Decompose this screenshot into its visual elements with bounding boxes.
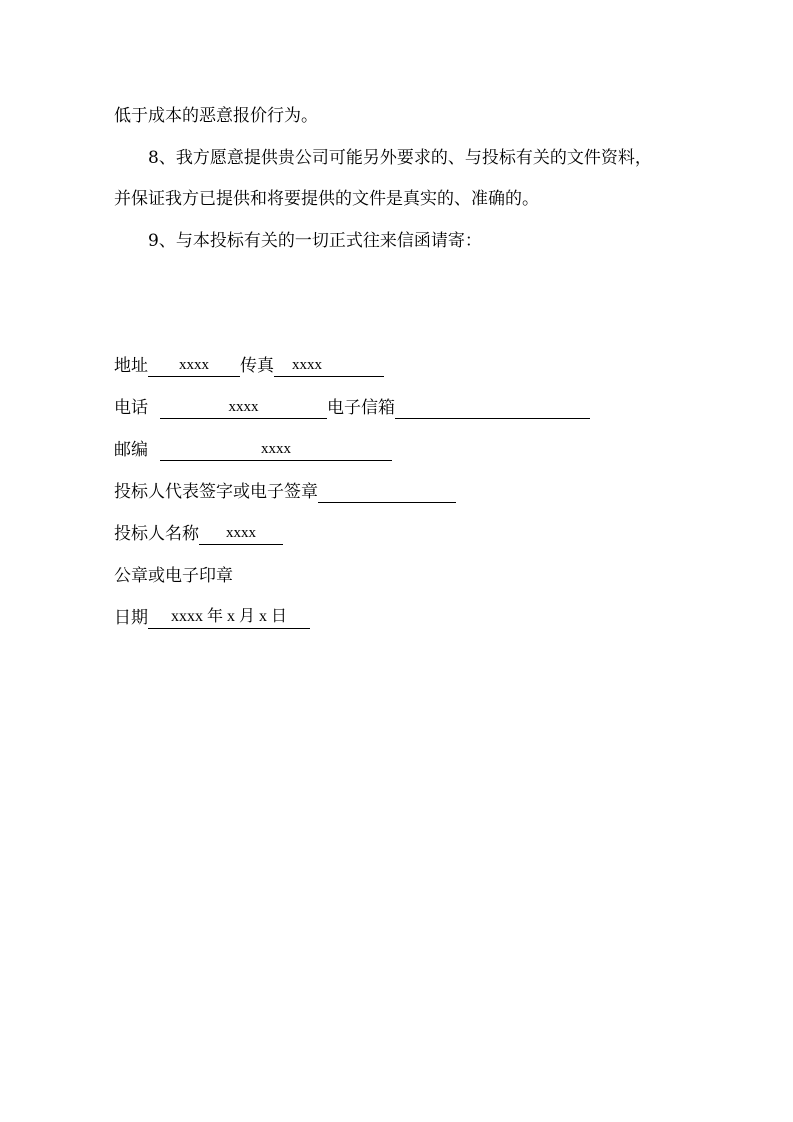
address-label: 地址 (114, 356, 148, 376)
item-8-text-1: 8、我方愿意提供贵公司可能另外要求的、与投标有关的文件资料， (148, 148, 652, 168)
item-8-line-1 (148, 146, 652, 170)
fax-field[interactable] (274, 354, 384, 377)
email-field[interactable] (395, 396, 590, 419)
fax-value: xxxx (292, 357, 322, 373)
postcode-row (114, 438, 392, 462)
bidder-name-field[interactable] (199, 522, 283, 545)
date-label: 日期 (114, 608, 148, 628)
bidder-name-value: xxxx (226, 525, 256, 541)
date-value: xxxx 年 x 月 x 日 (170, 608, 287, 625)
bidder-name-label: 投标人名称 (114, 524, 199, 544)
postcode-label: 邮编 (114, 440, 148, 460)
seal-label: 公章或电子印章 (114, 566, 233, 586)
seal-row (114, 564, 233, 588)
fax-label: 传真 (240, 356, 274, 376)
item-8-line-2 (114, 187, 539, 211)
signature-field[interactable] (318, 480, 456, 503)
date-field[interactable] (148, 606, 310, 629)
paragraph-line-1 (114, 104, 318, 128)
phone-field[interactable] (160, 396, 327, 419)
phone-value: xxxx (228, 399, 259, 415)
date-row (114, 606, 310, 630)
address-value: xxxx (179, 357, 209, 373)
paragraph-text: 低于成本的恶意报价行为。 (114, 106, 318, 126)
email-label: 电子信箱 (327, 398, 395, 418)
phone-label: 电话 (114, 398, 148, 418)
item-9-text: 9、与本投标有关的一切正式往来信函请寄： (148, 231, 482, 251)
signature-label: 投标人代表签字或电子签章 (114, 482, 318, 502)
address-field[interactable] (148, 354, 240, 377)
bidder-name-row (114, 522, 283, 546)
signature-row (114, 480, 456, 504)
item-9-line (148, 229, 482, 253)
postcode-field[interactable] (160, 438, 392, 461)
phone-email-row (114, 396, 590, 420)
postcode-value: xxxx (261, 441, 291, 457)
address-fax-row (114, 354, 384, 378)
item-8-text-2: 并保证我方已提供和将要提供的文件是真实的、准确的。 (114, 189, 539, 209)
